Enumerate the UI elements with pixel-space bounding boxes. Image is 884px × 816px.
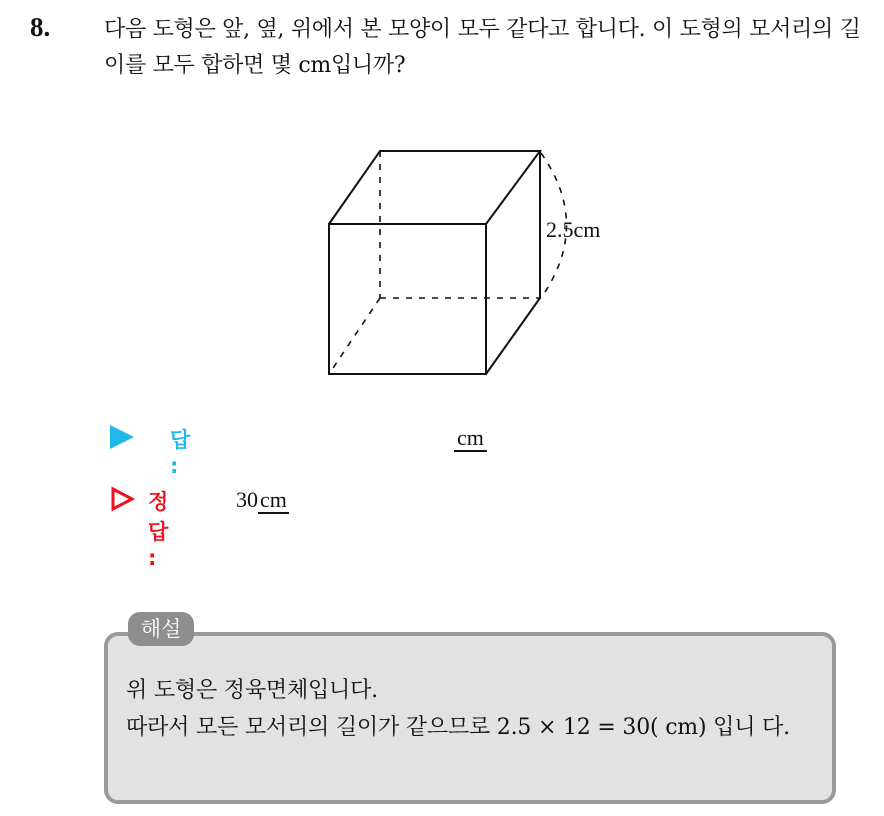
play-triangle-icon (110, 425, 134, 449)
explanation-line-1: 위 도형은 정육면체입니다. (126, 678, 378, 703)
cube-right-edges (486, 151, 540, 374)
cube-top-edges (329, 151, 540, 224)
edge-length-label: 2.5cm (546, 217, 601, 242)
answer-unit-blank[interactable]: cm (454, 426, 487, 452)
question-text: 다음 도형은 앞, 옆, 위에서 본 모양이 모두 같다고 합니다. 이 도형의 모서리의 길이를 모두 합하면 몇 cm입니까? (104, 17, 861, 78)
hidden-edge-depth (329, 298, 380, 374)
outline-triangle-icon (110, 486, 136, 512)
correct-answer-label: 정답 : (148, 490, 169, 570)
cube-front-face (329, 224, 486, 374)
explanation-text (126, 672, 826, 746)
correct-answer-number: 30 (236, 487, 258, 512)
correct-answer-row (110, 486, 287, 570)
correct-answer-unit: cm (260, 487, 287, 512)
answer-label: 답 : (170, 428, 191, 478)
correct-answer-value (236, 488, 289, 512)
explanation-tab: 해설 (128, 612, 194, 646)
question-number: 8. (30, 12, 51, 42)
answer-row (110, 424, 484, 478)
explanation-line-2: 따라서 모든 모서리의 길이가 같으므로 2.5 × 12 = 30( cm) 입니 다. (126, 715, 790, 740)
